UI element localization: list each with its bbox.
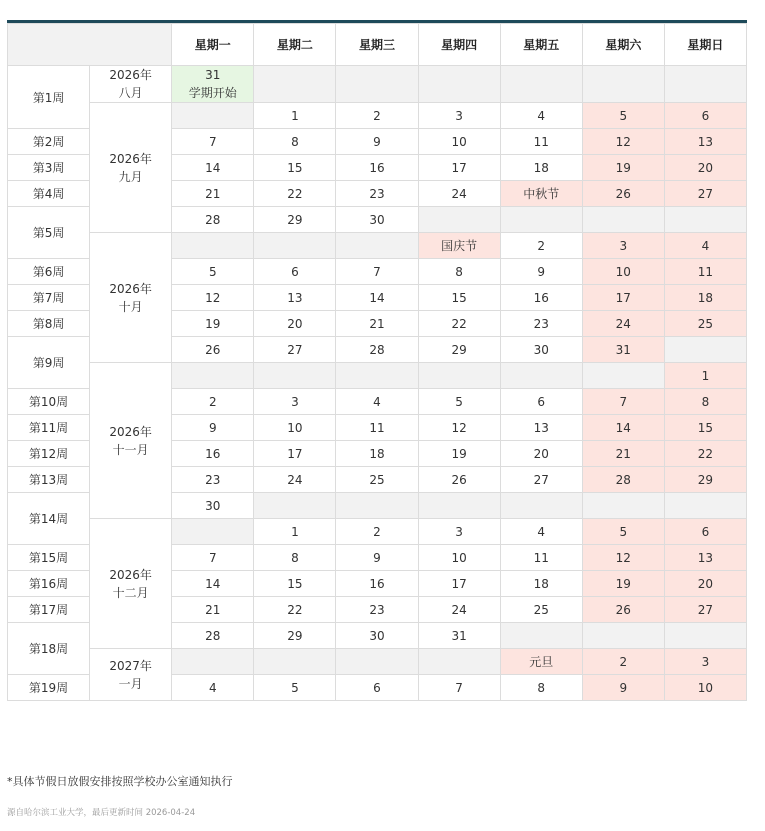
header-day-wed: 星期三: [336, 24, 418, 66]
empty-cell: [582, 207, 664, 233]
month-label-month: 十月: [118, 299, 143, 314]
empty-cell: [582, 363, 664, 389]
weekend-day-cell: 29: [664, 467, 746, 493]
day-cell: 12: [418, 415, 500, 441]
week-label: 第9周: [8, 337, 90, 389]
week-label: 第12周: [8, 441, 90, 467]
header-day-fri: 星期五: [500, 24, 582, 66]
day-cell: 23: [500, 311, 582, 337]
weekend-day-cell: 2: [582, 649, 664, 675]
weekend-day-cell: 28: [582, 467, 664, 493]
day-cell: 17: [418, 571, 500, 597]
day-cell: 17: [418, 155, 500, 181]
month-label-month: 十一月: [112, 442, 149, 457]
empty-cell: [500, 207, 582, 233]
day-cell: 29: [418, 337, 500, 363]
day-cell: 16: [172, 441, 254, 467]
weekend-day-cell: 10: [582, 259, 664, 285]
week-label: 第16周: [8, 571, 90, 597]
weekend-day-cell: 3: [582, 233, 664, 259]
day-cell: 7: [172, 129, 254, 155]
table-row: [8, 66, 747, 103]
day-cell: 13: [500, 415, 582, 441]
empty-cell: [254, 493, 336, 519]
empty-cell: [418, 66, 500, 103]
day-cell: 2: [336, 103, 418, 129]
weekend-day-cell: 26: [582, 181, 664, 207]
day-cell: 6: [336, 675, 418, 701]
weekend-day-cell: 19: [582, 571, 664, 597]
day-cell: 8: [500, 675, 582, 701]
week-label: 第15周: [8, 545, 90, 571]
day-cell: 28: [172, 623, 254, 649]
month-label: [90, 363, 172, 519]
weekend-day-cell: 19: [582, 155, 664, 181]
day-cell: 24: [418, 597, 500, 623]
day-cell: 10: [254, 415, 336, 441]
semester-start-label: 学期开始: [188, 86, 237, 100]
empty-cell: [336, 233, 418, 259]
weekend-day-cell: 5: [582, 103, 664, 129]
weekend-day-cell: 21: [582, 441, 664, 467]
day-cell: 29: [254, 207, 336, 233]
empty-cell: [336, 493, 418, 519]
day-cell: 14: [172, 571, 254, 597]
empty-cell: [418, 207, 500, 233]
holiday-note: *具体节假日放假安排按照学校办公室通知执行: [7, 775, 233, 788]
day-cell: 31: [418, 623, 500, 649]
day-cell: 3: [418, 103, 500, 129]
weekend-day-cell: 27: [664, 597, 746, 623]
week-label: 第10周: [8, 389, 90, 415]
month-label-year: 2026年: [109, 281, 152, 296]
month-label-year: 2026年: [109, 567, 152, 582]
week-label: 第18周: [8, 623, 90, 675]
source-line: 源自哈尔滨工业大学，最后更新时间 2026-04-24: [7, 808, 196, 818]
semester-start-day: 31: [205, 68, 221, 82]
header-day-sat: 星期六: [582, 24, 664, 66]
day-cell: 26: [418, 467, 500, 493]
day-cell: 30: [500, 337, 582, 363]
weekend-day-cell: 17: [582, 285, 664, 311]
day-cell: 18: [500, 571, 582, 597]
weekend-day-cell: 10: [664, 675, 746, 701]
table-row: [8, 519, 747, 545]
day-cell: 2: [172, 389, 254, 415]
day-cell: 1: [254, 519, 336, 545]
day-cell: 26: [172, 337, 254, 363]
weekend-day-cell: 20: [664, 571, 746, 597]
empty-cell: [500, 66, 582, 103]
day-cell: 28: [172, 207, 254, 233]
header-day-thu: 星期四: [418, 24, 500, 66]
weekend-day-cell: 12: [582, 545, 664, 571]
weekend-day-cell: 9: [582, 675, 664, 701]
week-label: 第17周: [8, 597, 90, 623]
day-cell: 5: [418, 389, 500, 415]
weekend-day-cell: 26: [582, 597, 664, 623]
day-cell: 6: [254, 259, 336, 285]
day-cell: 18: [336, 441, 418, 467]
day-cell: 3: [418, 519, 500, 545]
day-cell: 14: [172, 155, 254, 181]
empty-cell: [664, 493, 746, 519]
empty-cell: [172, 103, 254, 129]
day-cell: 30: [336, 623, 418, 649]
weekend-day-cell: 7: [582, 389, 664, 415]
week-label: 第5周: [8, 207, 90, 259]
empty-cell: [172, 649, 254, 675]
day-cell: 15: [254, 571, 336, 597]
empty-cell: [500, 493, 582, 519]
empty-cell: [254, 363, 336, 389]
empty-cell: [254, 649, 336, 675]
calendar-header: [8, 24, 747, 66]
day-cell: 23: [172, 467, 254, 493]
weekend-day-cell: 25: [664, 311, 746, 337]
weekend-day-cell: 20: [664, 155, 746, 181]
header-day-tue: 星期二: [254, 24, 336, 66]
day-cell: 23: [336, 597, 418, 623]
day-cell: 4: [500, 103, 582, 129]
day-cell: 15: [254, 155, 336, 181]
day-cell: 22: [254, 181, 336, 207]
day-cell: 7: [336, 259, 418, 285]
weekend-day-cell: 13: [664, 129, 746, 155]
weekend-day-cell: 14: [582, 415, 664, 441]
empty-cell: [254, 66, 336, 103]
header-day-sun: 星期日: [664, 24, 746, 66]
day-cell: 13: [254, 285, 336, 311]
empty-cell: [418, 363, 500, 389]
week-label: 第6周: [8, 259, 90, 285]
day-cell: 10: [418, 545, 500, 571]
day-cell: 5: [254, 675, 336, 701]
week-label: 第1周: [8, 66, 90, 129]
weekend-day-cell: 11: [664, 259, 746, 285]
weekend-day-cell: 3: [664, 649, 746, 675]
day-cell: 9: [336, 129, 418, 155]
day-cell: 7: [418, 675, 500, 701]
empty-cell: [500, 363, 582, 389]
month-label: [90, 66, 172, 103]
month-label-month: 八月: [118, 86, 143, 100]
day-cell: 15: [418, 285, 500, 311]
day-cell: 19: [418, 441, 500, 467]
week-label: 第14周: [8, 493, 90, 545]
empty-cell: [582, 623, 664, 649]
day-cell: 9: [172, 415, 254, 441]
day-cell: 11: [336, 415, 418, 441]
month-label-month: 九月: [118, 169, 143, 184]
month-label-year: 2027年: [109, 658, 152, 673]
header-corner: [8, 24, 172, 66]
holiday-cell: 国庆节: [418, 233, 500, 259]
day-cell: 21: [172, 597, 254, 623]
day-cell: 8: [254, 545, 336, 571]
day-cell: 3: [254, 389, 336, 415]
day-cell: 24: [254, 467, 336, 493]
empty-cell: [500, 623, 582, 649]
calendar-body: [8, 66, 747, 701]
table-row: [8, 649, 747, 675]
empty-cell: [172, 519, 254, 545]
empty-cell: [418, 649, 500, 675]
day-cell: 2: [500, 233, 582, 259]
day-cell: 24: [418, 181, 500, 207]
day-cell: 21: [336, 311, 418, 337]
day-cell: 18: [500, 155, 582, 181]
day-cell: 20: [500, 441, 582, 467]
day-cell: 9: [336, 545, 418, 571]
weekend-day-cell: 24: [582, 311, 664, 337]
day-cell: 4: [336, 389, 418, 415]
month-label: [90, 233, 172, 363]
day-cell: 30: [336, 207, 418, 233]
day-cell: 16: [500, 285, 582, 311]
day-cell: 22: [418, 311, 500, 337]
day-cell: 16: [336, 155, 418, 181]
day-cell: 27: [500, 467, 582, 493]
weekend-day-cell: 1: [664, 363, 746, 389]
weekend-day-cell: 18: [664, 285, 746, 311]
table-row: [8, 363, 747, 389]
day-cell: 27: [254, 337, 336, 363]
day-cell: 20: [254, 311, 336, 337]
month-label: [90, 103, 172, 233]
empty-cell: [664, 207, 746, 233]
calendar-table: [7, 23, 747, 701]
day-cell: 9: [500, 259, 582, 285]
empty-cell: [582, 66, 664, 103]
week-label: 第7周: [8, 285, 90, 311]
day-cell: 4: [500, 519, 582, 545]
empty-cell: [172, 233, 254, 259]
weekend-day-cell: 22: [664, 441, 746, 467]
day-cell: 5: [172, 259, 254, 285]
weekend-day-cell: 4: [664, 233, 746, 259]
weekend-day-cell: 6: [664, 103, 746, 129]
empty-cell: [172, 363, 254, 389]
weekend-day-cell: 15: [664, 415, 746, 441]
day-cell: 8: [418, 259, 500, 285]
month-label-year: 2026年: [109, 151, 152, 166]
month-label: [90, 519, 172, 649]
day-cell: 25: [336, 467, 418, 493]
empty-cell: [664, 66, 746, 103]
day-cell: 23: [336, 181, 418, 207]
weekend-day-cell: 5: [582, 519, 664, 545]
empty-cell: [336, 363, 418, 389]
empty-cell: [664, 337, 746, 363]
empty-cell: [336, 649, 418, 675]
month-label-year: 2026年: [109, 68, 152, 82]
month-label-month: 十二月: [112, 585, 149, 600]
day-cell: 11: [500, 545, 582, 571]
month-label: [90, 649, 172, 701]
day-cell: 17: [254, 441, 336, 467]
table-row: [8, 233, 747, 259]
day-cell: 11: [500, 129, 582, 155]
day-cell: 30: [172, 493, 254, 519]
week-label: 第2周: [8, 129, 90, 155]
empty-cell: [418, 493, 500, 519]
weekend-day-cell: 31: [582, 337, 664, 363]
day-cell: 7: [172, 545, 254, 571]
weekend-day-cell: 27: [664, 181, 746, 207]
day-cell: 4: [172, 675, 254, 701]
empty-cell: [664, 623, 746, 649]
empty-cell: [582, 493, 664, 519]
week-label: 第3周: [8, 155, 90, 181]
day-cell: 12: [172, 285, 254, 311]
weekend-day-cell: 12: [582, 129, 664, 155]
holiday-cell: 元旦: [500, 649, 582, 675]
semester-start-cell: [172, 66, 254, 103]
day-cell: 14: [336, 285, 418, 311]
day-cell: 28: [336, 337, 418, 363]
empty-cell: [336, 66, 418, 103]
weekend-day-cell: 8: [664, 389, 746, 415]
day-cell: 21: [172, 181, 254, 207]
week-label: 第4周: [8, 181, 90, 207]
day-cell: 16: [336, 571, 418, 597]
day-cell: 8: [254, 129, 336, 155]
day-cell: 29: [254, 623, 336, 649]
day-cell: 25: [500, 597, 582, 623]
week-label: 第8周: [8, 311, 90, 337]
month-label-month: 一月: [118, 676, 143, 691]
holiday-cell: 中秋节: [500, 181, 582, 207]
header-day-mon: 星期一: [172, 24, 254, 66]
day-cell: 10: [418, 129, 500, 155]
table-row: [8, 103, 747, 129]
empty-cell: [254, 233, 336, 259]
week-label: 第11周: [8, 415, 90, 441]
day-cell: 6: [500, 389, 582, 415]
day-cell: 22: [254, 597, 336, 623]
day-cell: 1: [254, 103, 336, 129]
week-label: 第13周: [8, 467, 90, 493]
week-label: 第19周: [8, 675, 90, 701]
month-label-year: 2026年: [109, 424, 152, 439]
day-cell: 19: [172, 311, 254, 337]
day-cell: 2: [336, 519, 418, 545]
weekend-day-cell: 6: [664, 519, 746, 545]
weekend-day-cell: 13: [664, 545, 746, 571]
